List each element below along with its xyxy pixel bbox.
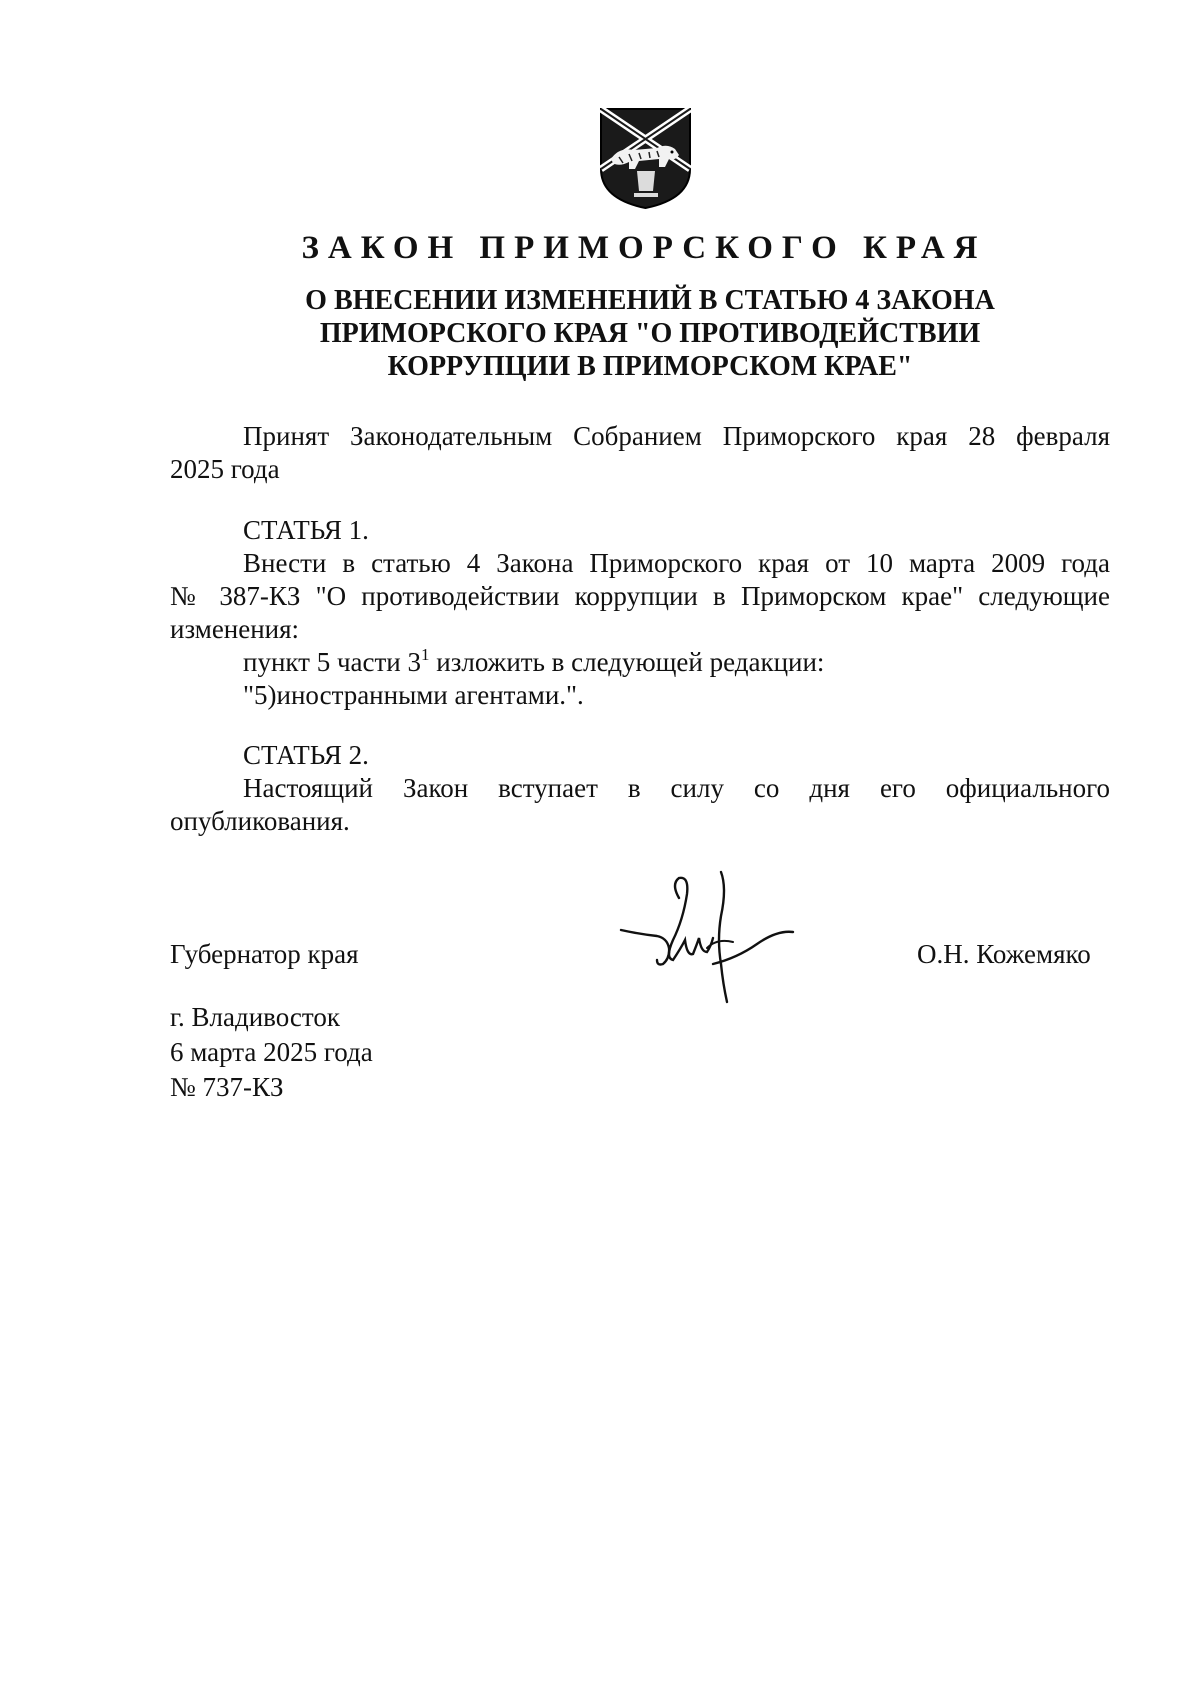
coat-of-arms-icon [599,107,692,210]
article-1-point [170,646,1110,679]
adoption-line-2: 2025 года [170,454,280,484]
article-2-heading: СТАТЬЯ 2. [243,740,369,770]
law-title-line: ПРИМОРСКОГО КРАЯ "О ПРОТИВОДЕЙСТВИИ [319,318,981,349]
article-1 [170,514,1110,712]
article-2-line-2: опубликования. [170,806,350,836]
article-2-line-1: Настоящий Закон вступает в силу со дня его официального [243,773,1110,803]
article-1-line-2: № 387-КЗ "О противодействии коррупции в Приморском крае" следующие [170,581,1110,611]
issue-city: г. Владивосток [170,1002,340,1032]
handwritten-signature [617,868,797,1006]
law-title [220,284,1080,383]
article-1-line-3: изменения: [170,614,300,644]
adoption-line-1: Принят Законодательным Собранием Приморского края 28 февраля [243,421,1110,451]
article-1-point-superscript: 1 [421,645,430,664]
law-number: № 737-КЗ [170,1072,284,1102]
issue-date: 6 марта 2025 года [170,1037,373,1067]
document-footer [170,1000,373,1105]
article-1-quote: "5)иностранными агентами.". [243,680,584,710]
signatory-position: Губернатор края [170,939,359,969]
signatory-name: О.Н. Кожемяко [917,939,1091,969]
law-title-line: КОРРУПЦИИ В ПРИМОРСКОМ КРАЕ" [387,351,913,382]
adoption-statement [170,420,1110,486]
article-2 [170,739,1110,838]
law-heading: ЗАКОН ПРИМОРСКОГО КРАЯ [301,230,987,266]
law-title-line: О ВНЕСЕНИИ ИЗМЕНЕНИЙ В СТАТЬЮ 4 ЗАКОНА [305,285,995,316]
article-1-point-text: пункт 5 части 3 [243,647,422,677]
article-1-line-1: Внести в статью 4 Закона Приморского края от 10 марта 2009 года [243,548,1110,578]
article-1-heading: СТАТЬЯ 1. [243,515,369,545]
article-1-point-rest: изложить в следующей редакции: [429,647,825,677]
